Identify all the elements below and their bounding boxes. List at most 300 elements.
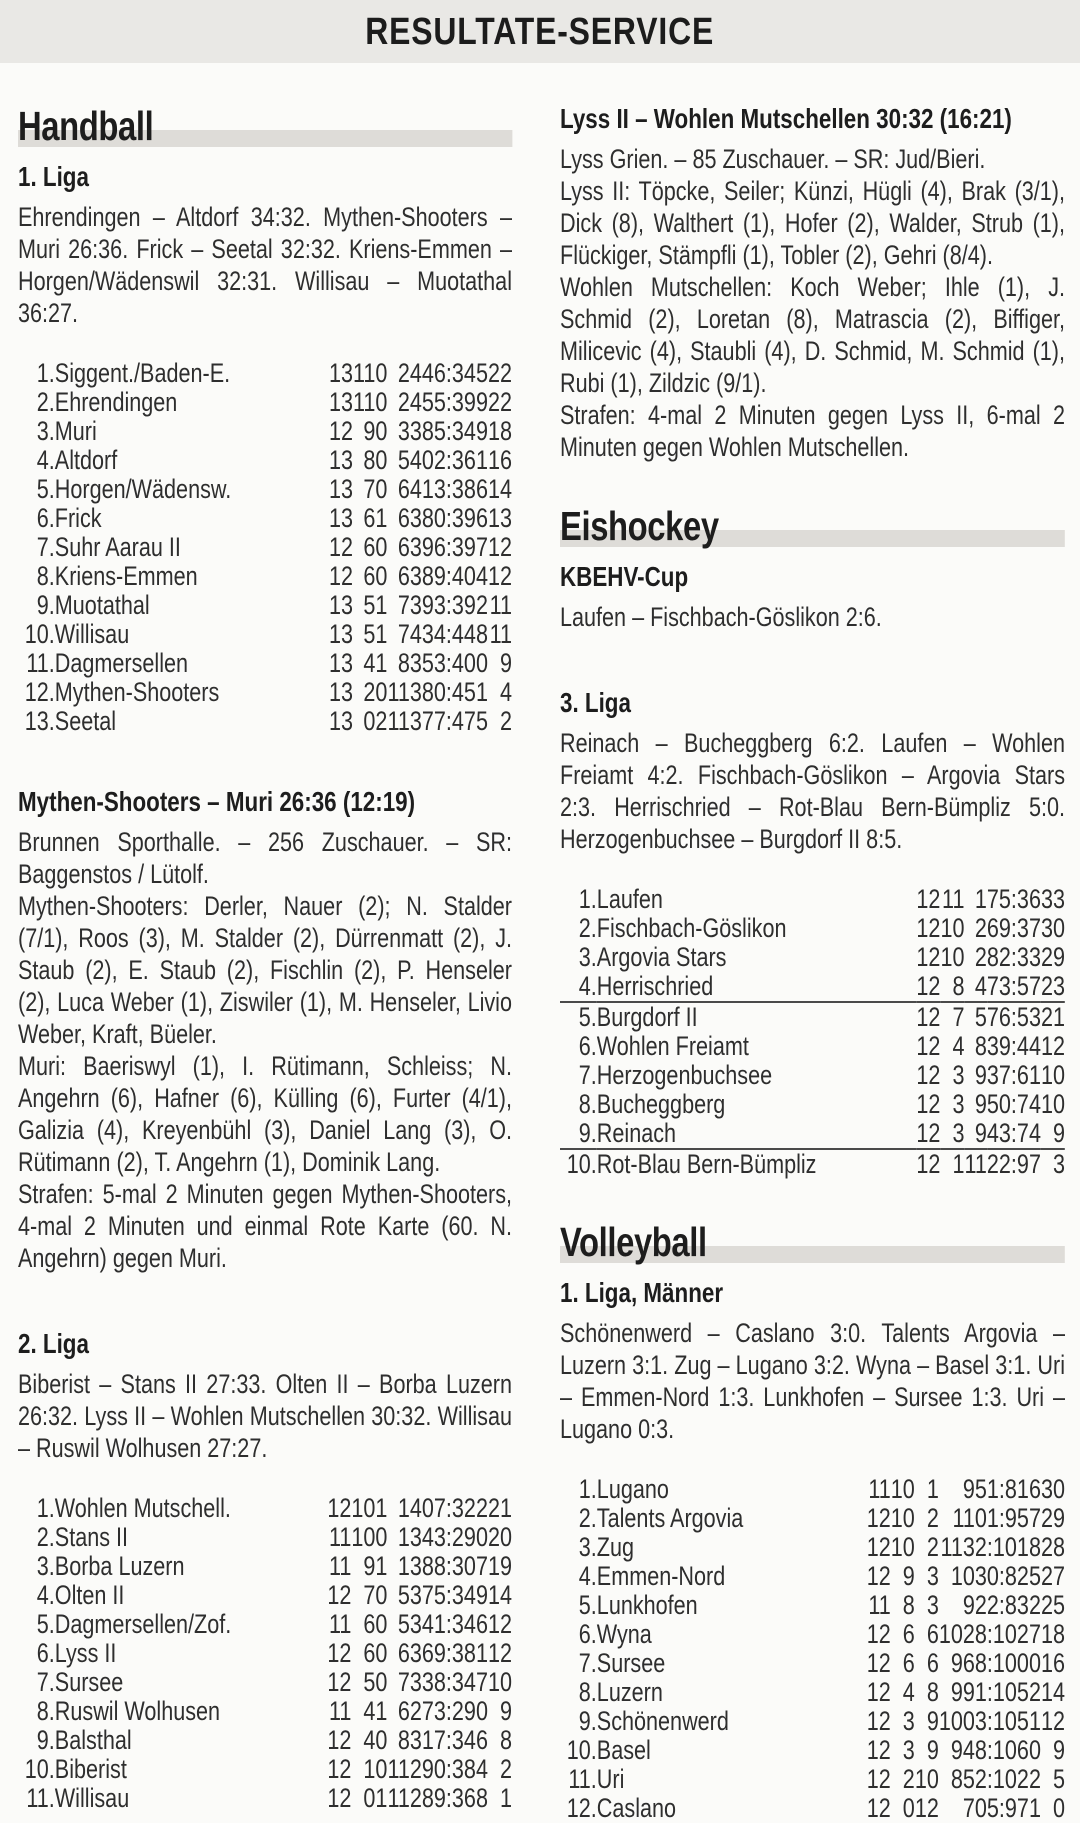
paragraph: Lyss Grien. – 85 Zuschauer. – SR: Jud/Bieri.: [560, 144, 986, 174]
league-subheading-3-liga: 3. Liga: [560, 687, 631, 718]
cell-rank: 3.: [578, 1532, 597, 1562]
cell-points: 0: [1052, 1793, 1065, 1823]
cell-draws: 0: [375, 677, 388, 707]
standings-table: [560, 885, 1065, 1179]
cell-team: Caslano: [596, 1793, 677, 1823]
cell-wins: 9: [902, 1561, 915, 1591]
cell-goals: 1030:825: [950, 1561, 1041, 1591]
table-row: [560, 1061, 1065, 1090]
cell-wins: 1: [952, 1149, 965, 1179]
table-row: [560, 914, 1065, 943]
cell-wins: 5: [363, 590, 376, 620]
cell-goals: 968:1000: [950, 1648, 1041, 1678]
cell-wins: 7: [952, 1002, 965, 1032]
cell-draws: 0: [375, 532, 388, 562]
cell-team: Luzern: [596, 1677, 663, 1707]
cell-points: 29: [1040, 1503, 1065, 1533]
cell-games: 12: [327, 1754, 352, 1784]
cell-draws: 1: [375, 1493, 388, 1523]
cell-rank: 1.: [578, 1474, 597, 1504]
cell-goals: 289:368: [409, 1783, 488, 1813]
cell-goals: 377:475: [409, 706, 488, 736]
cell-team: Herrischried: [597, 972, 917, 1002]
left-column: [18, 63, 512, 1823]
cell-rank: 10.: [566, 1149, 597, 1179]
cell-goals: 369:381: [409, 1638, 488, 1668]
cell-rank: 9.: [36, 1725, 55, 1755]
cell-losses: 8: [397, 648, 410, 678]
cell-losses: 2: [974, 913, 987, 943]
report-text: [18, 826, 512, 1274]
cell-games: 11: [868, 1590, 891, 1620]
cell-goals: 991:1052: [950, 1677, 1041, 1707]
cell-losses: 9: [974, 1060, 987, 1090]
cell-games: 12: [866, 1764, 891, 1794]
cell-points: 14: [487, 474, 512, 504]
table-row: [560, 1032, 1065, 1061]
cell-rank: 9.: [578, 1706, 597, 1736]
cell-wins: 10: [890, 1503, 915, 1533]
left-column-content: [18, 103, 512, 1813]
cell-points: 23: [1040, 971, 1065, 1001]
cell-rank: 11.: [26, 1783, 55, 1813]
section-heading-handball: [18, 103, 512, 150]
table-row: [18, 591, 512, 620]
report-text: [560, 601, 1065, 633]
cell-team: Dagmersellen/Zof.: [54, 1609, 232, 1639]
league-subheading-2-liga: 2. Liga: [18, 1328, 89, 1359]
cell-points: 8: [499, 1725, 512, 1755]
table-row: [560, 1794, 1065, 1823]
cell-games: 12: [328, 416, 353, 446]
cell-losses: 2: [397, 387, 410, 417]
table-row: [560, 1002, 1065, 1032]
cell-games: 12: [866, 1619, 891, 1649]
standings-table: [18, 359, 512, 736]
cell-points: 19: [487, 1551, 512, 1581]
cell-rank: 7.: [578, 1648, 597, 1678]
cell-rank: 3.: [36, 1551, 55, 1581]
cell-team: Wohlen Freiamt: [596, 1031, 749, 1061]
cell-wins: 6: [363, 1638, 376, 1668]
cell-team: Reinach: [597, 1119, 917, 1149]
paragraph: Lyss II: Töpcke, Seiler; Künzi, Hügli (4), Brak (3/1), Dick (8), Walthert (1), Hofer (2), Walder, Strub (1), Flückiger, Stämpfli (1), Tobler (2), Gehri (8/4).: [560, 176, 1065, 270]
cell-wins: 8: [940, 972, 964, 1002]
cell-losses: 7: [397, 590, 410, 620]
cell-losses: 8: [974, 1031, 987, 1061]
cell-draws: 1: [375, 1696, 388, 1726]
cell-goals: 343:290: [409, 1522, 488, 1552]
cell-draws: 0: [375, 1580, 388, 1610]
paragraph: Mythen-Shooters: Derler, Nauer (2); N. Stalder (7/1), Roos (3), M. Stalder (2), Dürrenmatt (2), J. Staub (2), E. Staub (2), Fischlin (2), P. Henseler (2), Luca Weber (1), Ziswiler (1), M. Henseler, Livio Weber, Kraft, Büeler.: [18, 891, 512, 1049]
cell-team: Stans II: [54, 1522, 129, 1552]
cell-draws: 1: [375, 648, 388, 678]
cell-losses: 3: [926, 1590, 939, 1620]
cell-draws: 0: [375, 1725, 388, 1755]
cell-team: Muotathal: [54, 590, 150, 620]
cell-rank: 1.: [578, 884, 597, 914]
cell-losses: 2: [974, 942, 987, 972]
cell-goals: 922:832: [962, 1590, 1041, 1620]
cell-draws: 1: [375, 1551, 388, 1581]
paragraph: Strafen: 5-mal 2 Minuten gegen Mythen-Shooters, 4-mal 2 Minuten und einmal Rote Karte (60. N. Angehrn) gegen Muri.: [18, 1179, 512, 1273]
cell-games: 12: [328, 532, 353, 562]
report-text: [560, 727, 1065, 855]
cell-rank: 6.: [36, 503, 55, 533]
paragraph: Laufen – Fischbach-Göslikon 2:6.: [560, 602, 882, 632]
cell-losses: 7: [397, 619, 410, 649]
cell-wins: 0: [363, 1783, 376, 1813]
cell-team: Suhr Aarau II: [54, 532, 181, 562]
section-title: Handball: [18, 103, 154, 149]
cell-games: 13: [328, 677, 353, 707]
cell-rank: 4.: [560, 972, 597, 1002]
cell-wins: 10: [351, 1493, 376, 1523]
cell-wins: 3: [902, 1735, 915, 1765]
cell-wins: 2: [902, 1764, 915, 1794]
cell-rank: 3.: [578, 942, 597, 972]
cell-team: Laufen: [596, 884, 663, 914]
cell-losses: 11: [387, 1754, 410, 1784]
cell-losses: 5: [397, 1609, 410, 1639]
cell-goals: 948:1060: [950, 1735, 1041, 1765]
paragraph: Biberist – Stans II 27:33. Olten II – Borba Luzern 26:32. Lyss II – Wohlen Mutschellen 30:32. Willisau – Ruswil Wolhusen 27:27.: [18, 1369, 512, 1463]
cell-goals: 380:396: [409, 503, 488, 533]
cell-goals: 385:349: [409, 416, 488, 446]
cell-team: Zug: [596, 1532, 635, 1562]
cell-goals: 388:307: [409, 1551, 488, 1581]
cell-games: 12: [916, 884, 941, 914]
cell-points: 22: [487, 387, 512, 417]
cell-games: 12: [327, 1638, 352, 1668]
table-row: [18, 1668, 512, 1697]
cell-losses: 6: [397, 474, 410, 504]
cell-losses: 6: [926, 1648, 939, 1678]
table-row: [18, 446, 512, 475]
cell-goals: 375:349: [409, 1580, 488, 1610]
cell-rank: 5.: [578, 1002, 597, 1032]
cell-draws: 0: [375, 561, 388, 591]
cell-losses: 11: [387, 1783, 410, 1813]
cell-wins: 4: [902, 1677, 915, 1707]
cell-goals: 446:345: [409, 358, 488, 388]
cell-draws: 1: [375, 590, 388, 620]
table-row: [18, 359, 512, 388]
cell-losses: 3: [397, 416, 410, 446]
cell-losses: 9: [926, 1706, 939, 1736]
cell-rank: 8.: [578, 1677, 597, 1707]
cell-rank: 2.: [578, 913, 597, 943]
cell-team: Bucheggberg: [596, 1089, 726, 1119]
cell-wins: 6: [363, 1609, 376, 1639]
table-row: [18, 417, 512, 446]
cell-games: 12: [916, 1031, 941, 1061]
cell-losses: 1: [926, 1474, 939, 1504]
cell-draws: 0: [375, 1754, 388, 1784]
paragraph: Strafen: 4-mal 2 Minuten gegen Lyss II, 6-mal 2 Minuten gegen Wohlen Mutschellen.: [560, 400, 1065, 462]
table-row: [560, 1504, 1065, 1533]
cell-losses: 5: [974, 1002, 987, 1032]
cell-points: 1: [499, 1783, 512, 1813]
cell-rank: 4.: [578, 1561, 597, 1591]
cell-points: 18: [487, 416, 512, 446]
cell-wins: 4: [952, 1031, 965, 1061]
cell-games: 12: [916, 971, 941, 1001]
cell-wins: 8: [363, 445, 376, 475]
cell-goals: 380:451: [409, 677, 488, 707]
cell-games: 13: [328, 474, 353, 504]
cell-games: 11: [328, 1696, 352, 1726]
table-row: [560, 1649, 1065, 1678]
cell-goals: 22:97: [986, 1149, 1041, 1179]
cell-points: 10: [1040, 1089, 1065, 1119]
cell-rank: 10.: [24, 619, 55, 649]
cell-games: 12: [327, 1725, 352, 1755]
cell-rank: 12.: [566, 1793, 597, 1823]
cell-games: 12: [916, 1149, 941, 1179]
cell-games: 13: [328, 619, 353, 649]
cell-draws: 1: [375, 1783, 388, 1813]
cell-games: 12: [866, 1648, 891, 1678]
cell-goals: 852:1022: [950, 1764, 1041, 1794]
cell-points: 18: [1040, 1619, 1065, 1649]
table-row: [18, 1610, 512, 1639]
cell-games: 12: [916, 942, 941, 972]
cell-team: Lugano: [596, 1474, 669, 1504]
cell-team: Sursee: [596, 1648, 666, 1678]
cell-losses: 4: [964, 972, 986, 1002]
standings-table: [560, 1475, 1065, 1823]
cell-wins: 4: [363, 648, 376, 678]
cell-goals: 43:74: [986, 1118, 1041, 1148]
table-row: [560, 1591, 1065, 1620]
cell-goals: 393:392: [409, 590, 488, 620]
paragraph: Muri: Baeriswyl (1), I. Rütimann, Schleiss; N. Angehrn (6), Hafner (6), Külling (6), Furter (4/1), Galizia (4), Kreyenbühl (3), Daniel Lang (3), O. Rütimann (2), T. Angehrn (1), Dominik Lang.: [18, 1051, 512, 1177]
table-row: [560, 1736, 1065, 1765]
cell-team: Rot-Blau Bern-Bümpliz: [596, 1149, 817, 1179]
cell-goals: 37:61: [986, 1060, 1041, 1090]
cell-team: Balsthal: [54, 1725, 132, 1755]
cell-team: Basel: [596, 1735, 651, 1765]
cell-points: 4: [499, 677, 512, 707]
cell-games: 12: [328, 561, 353, 591]
cell-goals: 73:57: [986, 971, 1041, 1001]
cell-draws: 0: [375, 1638, 388, 1668]
cell-rank: 6.: [578, 1031, 597, 1061]
cell-losses: 8: [926, 1677, 939, 1707]
paragraph: Wohlen Mutschellen: Koch Weber; Ihle (1), J. Schmid (2), Loretan (8), Matrascia (2), Biffiger, Milicevic (4), Staubli (4), D. Schmid, M. Schmid (1), Rubi (1), Zildzic (9/1).: [560, 272, 1065, 398]
cell-wins: 6: [363, 503, 376, 533]
cell-points: 10: [487, 1667, 512, 1697]
cell-games: 12: [866, 1532, 891, 1562]
cell-goals: 1028:1027: [938, 1619, 1041, 1649]
cell-rank: 10.: [24, 1754, 55, 1784]
cell-wins: 11: [353, 358, 376, 388]
page-title: RESULTATE-SERVICE: [365, 11, 715, 53]
cell-rank: 3.: [36, 416, 55, 446]
cell-team: Kriens-Emmen: [54, 561, 198, 591]
cell-team: Ruswil Wolhusen: [54, 1696, 221, 1726]
cell-team: Borba Luzern: [54, 1551, 185, 1581]
cell-points: 20: [487, 1522, 512, 1552]
cell-team: Fischbach-Göslikon: [596, 913, 787, 943]
cell-wins: 6: [363, 561, 376, 591]
results-columns: [0, 63, 1080, 1823]
match-heading: Lyss II – Wohlen Mutschellen 30:32 (16:21): [560, 103, 1012, 134]
section-title: Eishockey: [560, 503, 719, 549]
cell-goals: 389:404: [409, 561, 488, 591]
cell-points: 28: [1040, 1532, 1065, 1562]
cell-games: 12: [327, 1667, 352, 1697]
cell-losses: 11: [964, 1149, 987, 1179]
cell-losses: 9: [926, 1735, 939, 1765]
cell-games: 13: [328, 706, 353, 736]
section-heading-eishockey: [560, 503, 1065, 550]
cell-wins: 5: [363, 1667, 376, 1697]
cell-rank: 9.: [560, 1119, 597, 1149]
cell-games: 12: [866, 1793, 891, 1823]
paragraph: Brunnen Sporthalle. – 256 Zuschauer. – SR: Baggenstos / Lütolf.: [18, 827, 512, 889]
cell-points: 14: [1040, 1677, 1065, 1707]
cell-team: Ehrendingen: [54, 387, 178, 417]
cell-points: 10: [1040, 1060, 1065, 1090]
cell-rank: 4.: [36, 1580, 55, 1610]
cell-points: 12: [487, 532, 512, 562]
cell-team: Talents Argovia: [596, 1503, 744, 1533]
cell-games: 13: [328, 445, 353, 475]
cell-team: Argovia Stars: [596, 942, 727, 972]
cell-goals: 82:33: [986, 942, 1041, 972]
cell-games: 12: [916, 1118, 941, 1148]
cell-games: 11: [868, 1474, 891, 1504]
cell-goals: 402:361: [409, 445, 488, 475]
table-row: [560, 1707, 1065, 1736]
standings-table: [18, 1494, 512, 1813]
table-row: [560, 1475, 1065, 1504]
cell-team: Emmen-Nord: [596, 1561, 726, 1591]
cell-draws: 0: [375, 1667, 388, 1697]
cell-draws: 0: [375, 387, 388, 417]
table-row: [560, 1149, 1065, 1179]
cell-goals: 434:448: [409, 619, 488, 649]
cell-goals: 273:290: [409, 1696, 488, 1726]
cell-points: 16: [1040, 1648, 1065, 1678]
cell-wins: 9: [363, 1551, 376, 1581]
cell-wins: 10: [940, 913, 965, 943]
cell-games: 12: [916, 1060, 941, 1090]
cell-rank: 6.: [36, 1638, 55, 1668]
cell-team: Biberist: [54, 1754, 127, 1784]
report-text: [18, 201, 512, 329]
report-text: [18, 1368, 512, 1464]
cell-games: 12: [916, 1002, 941, 1032]
cell-points: 12: [1040, 1031, 1065, 1061]
cell-team: Sursee: [54, 1667, 124, 1697]
cell-wins: 5: [363, 619, 376, 649]
cell-goals: 407:322: [409, 1493, 488, 1523]
right-column-content: [560, 103, 1065, 1823]
cell-losses: 6: [397, 1696, 410, 1726]
cell-wins: 4: [363, 1696, 376, 1726]
cell-points: 9: [499, 648, 512, 678]
table-row: [560, 1090, 1065, 1119]
cell-wins: 11: [942, 884, 965, 914]
league-subheading-kbehv-cup: KBEHV-Cup: [560, 561, 689, 592]
cell-wins: 3: [952, 1089, 965, 1119]
cell-wins: 6: [902, 1619, 915, 1649]
cell-wins: 3: [940, 1119, 964, 1149]
cell-games: 12: [916, 913, 941, 943]
cell-draws: 0: [375, 358, 388, 388]
cell-losses: 9: [974, 1089, 987, 1119]
cell-team: Uri: [596, 1764, 625, 1794]
cell-team: Dagmersellen: [54, 648, 189, 678]
cell-points: 21: [1040, 1002, 1065, 1032]
cell-games: 13: [328, 503, 353, 533]
cell-team: Willisau: [54, 1783, 130, 1813]
table-row: [18, 1494, 512, 1523]
cell-rank: 7.: [578, 1060, 597, 1090]
cell-goals: 1101:957: [952, 1503, 1041, 1533]
table-row: [18, 620, 512, 649]
cell-wins: 4: [363, 1725, 376, 1755]
cell-points: 30: [1040, 913, 1065, 943]
cell-rank: 1.: [36, 1493, 55, 1523]
cell-points: 12: [487, 1609, 512, 1639]
cell-points: 21: [487, 1493, 512, 1523]
cell-wins: 10: [890, 1474, 915, 1504]
cell-rank: 5.: [36, 1609, 55, 1639]
cell-losses: 6: [397, 532, 410, 562]
cell-games: 12: [327, 1580, 352, 1610]
cell-goals: 705:971: [962, 1793, 1041, 1823]
cell-rank: 6.: [578, 1619, 597, 1649]
cell-losses: 2: [397, 358, 410, 388]
cell-team: Seetal: [54, 706, 117, 736]
cell-points: 9: [1041, 1119, 1065, 1149]
cell-goals: 353:400: [409, 648, 488, 678]
cell-goals: 39:44: [986, 1031, 1041, 1061]
cell-losses: 6: [397, 561, 410, 591]
cell-losses: 2: [926, 1503, 939, 1533]
cell-points: 9: [1052, 1735, 1065, 1765]
cell-losses: 11: [387, 706, 410, 736]
match-heading: Mythen-Shooters – Muri 26:36 (12:19): [18, 786, 416, 817]
cell-goals: 50:74: [986, 1089, 1041, 1119]
cell-goals: 396:397: [409, 532, 488, 562]
cell-games: 11: [328, 1609, 352, 1639]
cell-wins: 8: [902, 1590, 915, 1620]
cell-losses: 2: [926, 1532, 939, 1562]
table-row: [18, 1726, 512, 1755]
cell-goals: 76:53: [986, 1002, 1041, 1032]
cell-points: 3: [1052, 1149, 1065, 1179]
cell-draws: 0: [375, 474, 388, 504]
cell-team: Herzogenbuchsee: [596, 1060, 773, 1090]
cell-rank: 2.: [36, 1522, 55, 1552]
table-row: [18, 475, 512, 504]
cell-points: 29: [1040, 942, 1065, 972]
cell-rank: 13.: [24, 706, 55, 736]
cell-losses: 11: [387, 677, 410, 707]
results-header-band: [0, 0, 1080, 63]
cell-wins: 3: [902, 1706, 915, 1736]
cell-draws: 0: [375, 1609, 388, 1639]
cell-points: 27: [1040, 1561, 1065, 1591]
cell-rank: 8.: [578, 1089, 597, 1119]
cell-losses: 6: [397, 503, 410, 533]
table-row: [560, 1119, 1065, 1149]
